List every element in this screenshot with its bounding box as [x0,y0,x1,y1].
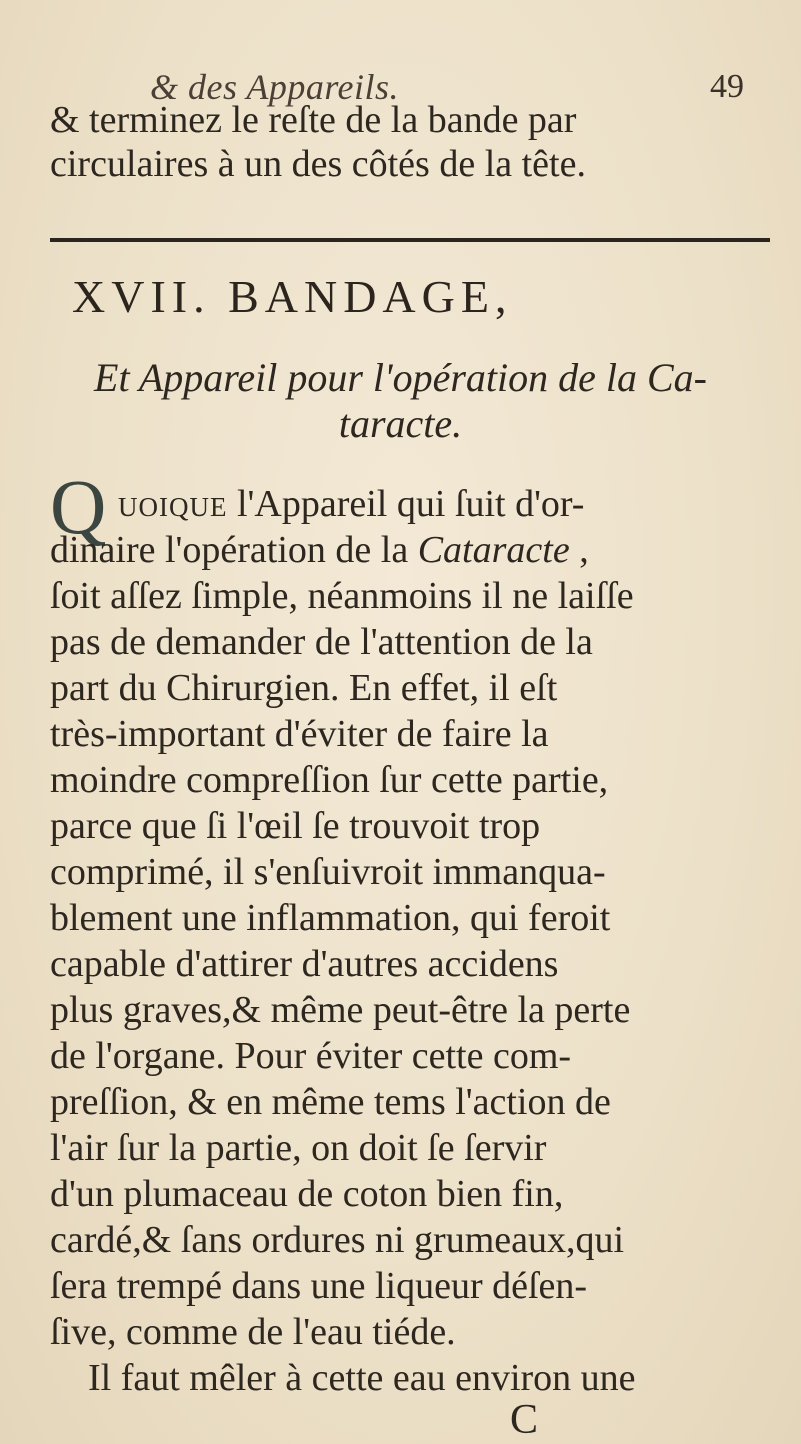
page-number: 49 [710,68,744,105]
text-line: cardé,& ſans ordures ni grumeaux,qui [50,1219,625,1261]
subtitle-line: Et Appareil pour l'opération de la Ca- [94,355,707,400]
text-line-start: dinaire l'opération de la [50,529,418,571]
text-line: capable d'attirer d'autres accidens [50,943,559,985]
drop-cap: Q [50,463,107,550]
text-line: d'un plumaceau de coton bien fin, [50,1173,564,1215]
text-line: moindre compreſſion ſur cette partie, [50,759,609,801]
first-word-caps: uoique [118,483,228,525]
running-head: & des Appareils. [150,67,399,107]
text-line: très-important d'éviter de faire la [50,713,549,755]
text-line: ſera trempé dans une liqueur déſen- [50,1265,588,1307]
text-line: parce que ſi l'œil ſe trouvoit trop [50,805,541,847]
text-line: ſoit aſſez ſimple, néanmoins il ne laiſſe [50,575,634,617]
signature-mark: C [510,1397,539,1443]
text-line [50,528,589,572]
section-rule [50,238,770,242]
text-line: comprimé, il s'enſuivroit immanqua- [50,851,606,893]
text-line: blement une inflammation, qui feroit [50,897,611,939]
text-line: circulaires à un des côtés de la tête. [50,143,586,185]
first-line-rest: l'Appareil qui ſuit d'or- [227,483,585,525]
text-line: de l'organe. Pour éviter cette com- [50,1035,572,1077]
subtitle-line: taracte. [338,401,463,446]
text-line: l'air ſur la partie, on doit ſe ſervir [50,1127,547,1169]
text-line: Il faut mêler à cette eau environ une [88,1357,636,1399]
text-line: & terminez le reſte de la bande par [50,99,577,141]
section-heading: XVII. BANDAGE, [72,271,513,322]
text-line: ſive, comme de l'eau tiéde. [50,1311,456,1353]
text-line: plus graves,& même peut-être la perte [50,989,631,1031]
first-line [118,482,584,526]
text-line: part du Chirurgien. En effet, il eſt [50,667,558,709]
cataracte-word: Cataracte [417,529,570,571]
text-line-end: , [569,529,589,571]
text-line: pas de demander de l'attention de la [50,621,593,663]
text-line: preſſion, & en même tems l'action de [50,1081,611,1123]
